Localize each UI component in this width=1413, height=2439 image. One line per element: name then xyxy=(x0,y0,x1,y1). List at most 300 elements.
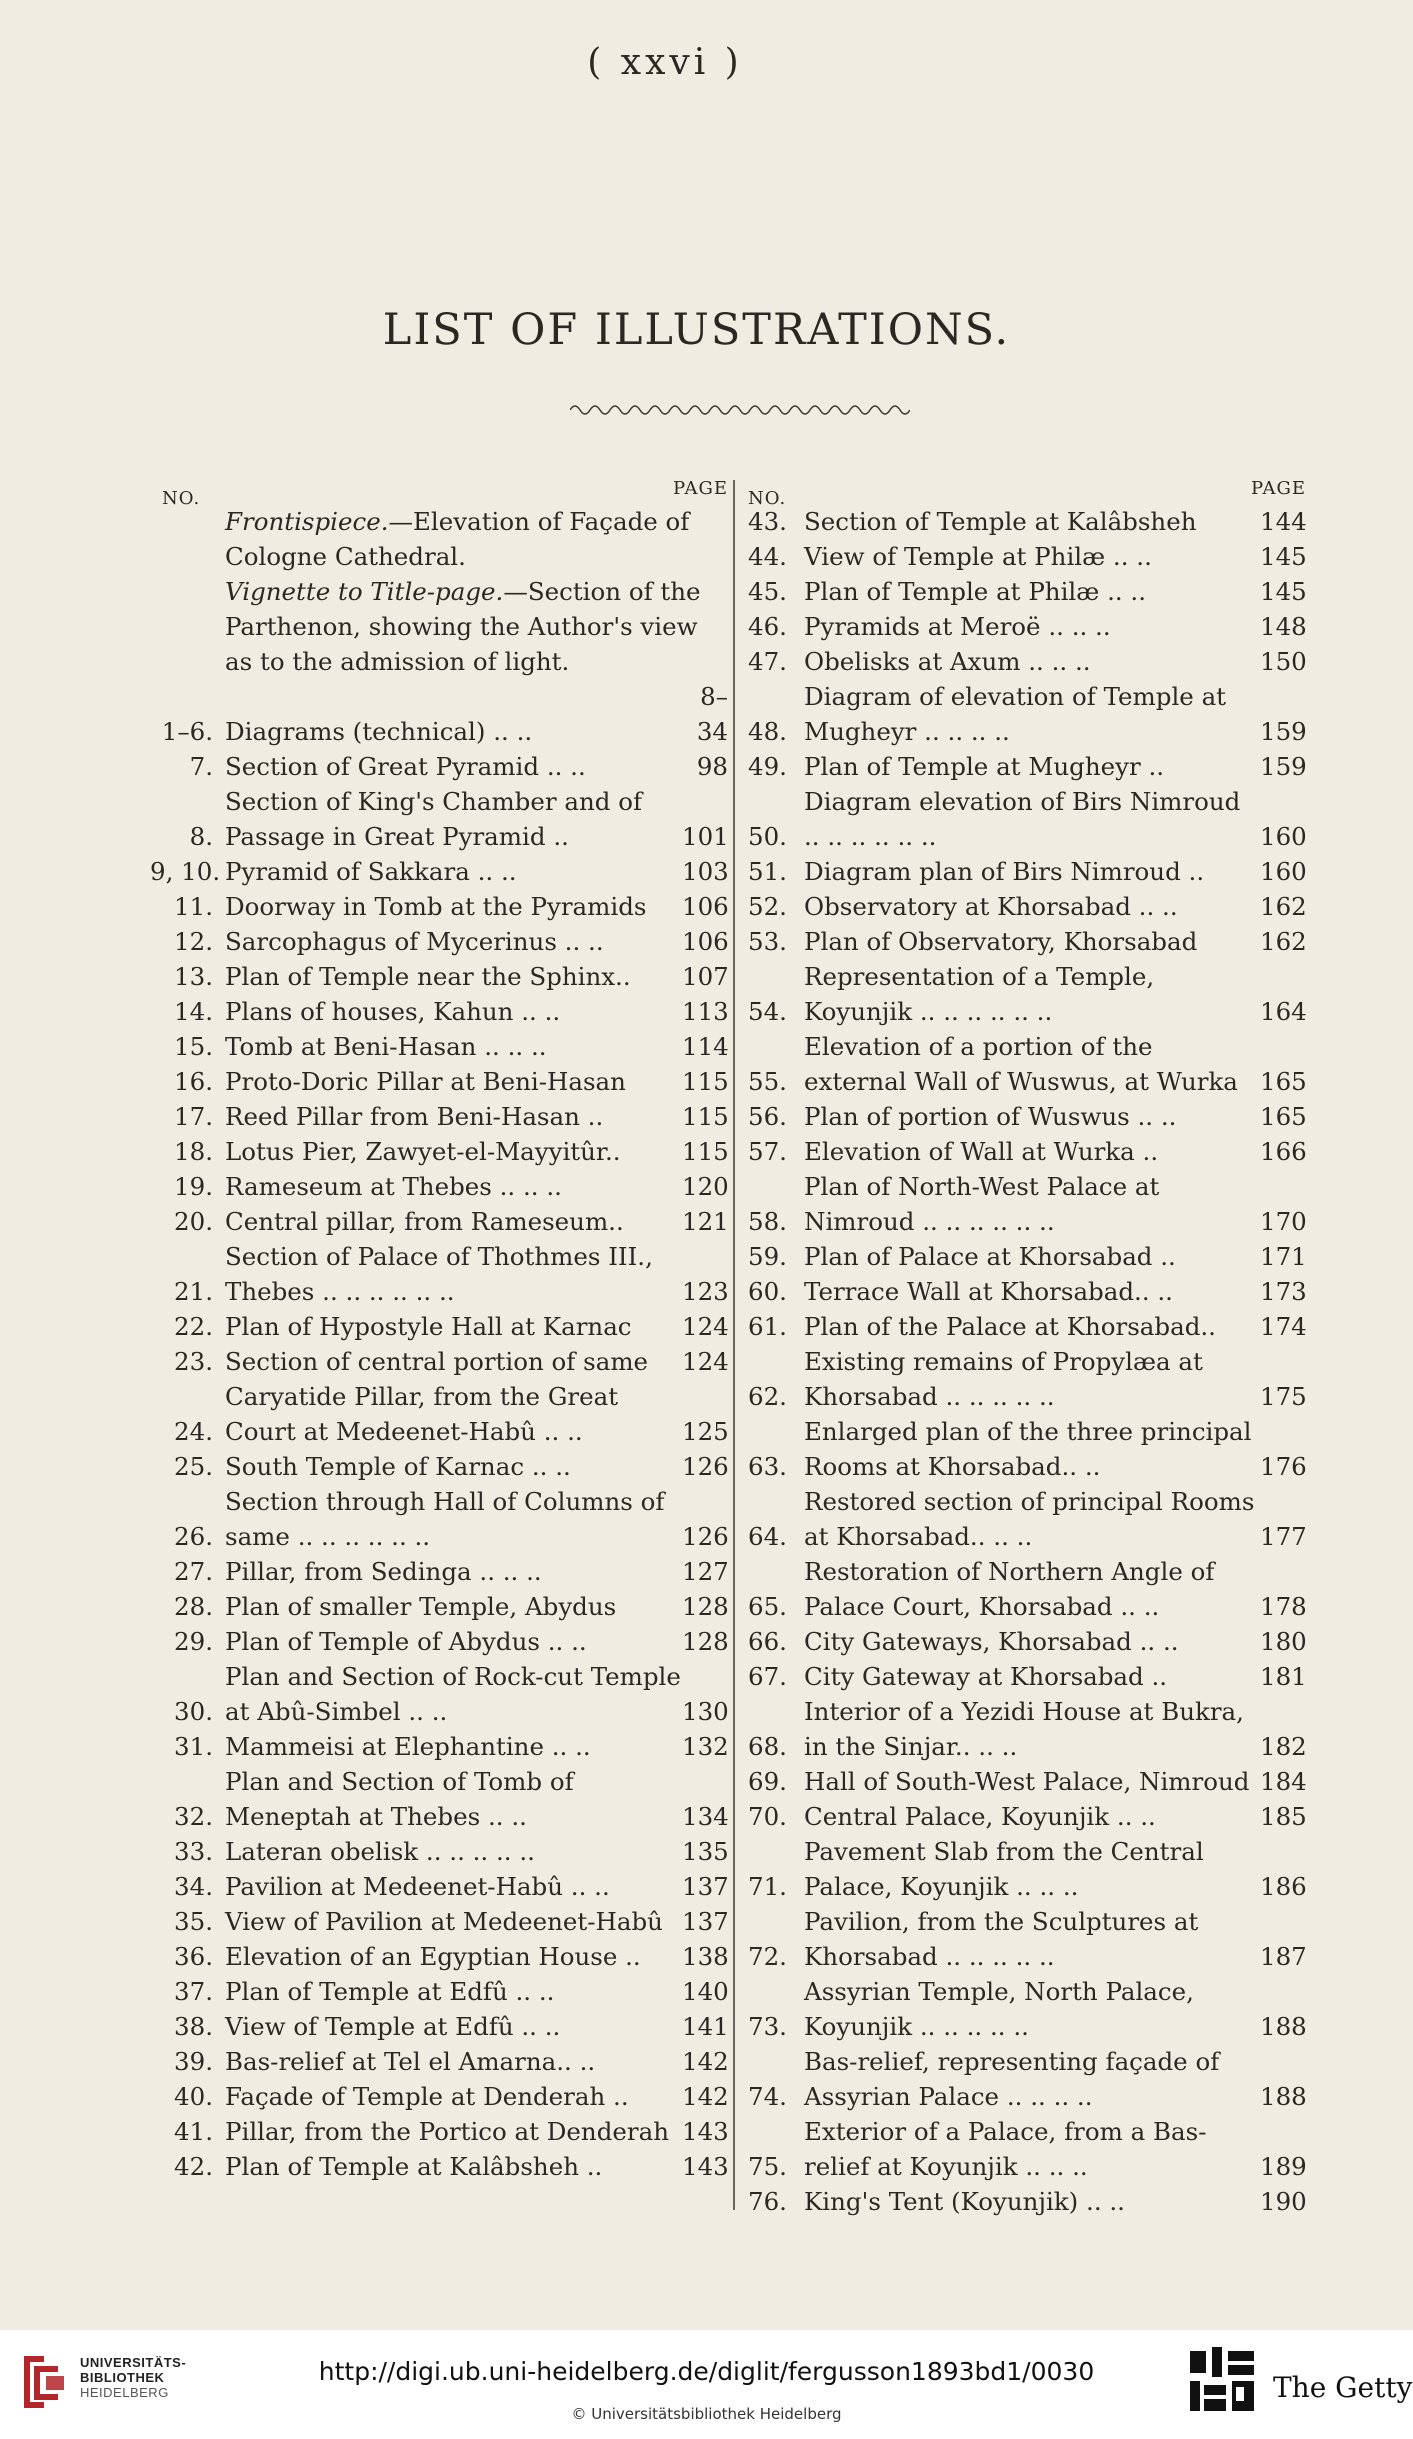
entry-number: 56. xyxy=(748,1102,787,1131)
entry-text xyxy=(225,504,728,574)
entry-number: 25. xyxy=(174,1452,213,1481)
entry-page: 181 xyxy=(1260,1662,1307,1691)
entry-text: View of Temple at Edfû .. .. xyxy=(225,2012,561,2041)
list-item xyxy=(748,1904,1306,1974)
entry-page: 189 xyxy=(1260,2152,1307,2181)
entry-page: 126 xyxy=(682,1522,729,1551)
entry-text: Plan of Temple of Abydus .. .. xyxy=(225,1627,587,1656)
list-item xyxy=(150,1589,728,1624)
list-item xyxy=(150,2079,728,2114)
entry-text: Enlarged plan of the three principal Rooms at Khorsabad.. .. xyxy=(804,1417,1252,1481)
list-item xyxy=(150,1974,728,2009)
list-item xyxy=(748,1029,1306,1099)
entry-text: Pillar, from the Portico at Denderah xyxy=(225,2117,669,2146)
entry-page: 141 xyxy=(682,2012,729,2041)
entry-page: 125 xyxy=(682,1417,729,1446)
list-item xyxy=(150,1729,728,1764)
entry-number: 46. xyxy=(748,612,787,641)
entry-text: Assyrian Temple, North Palace, Koyunjik .. .. .. .. .. xyxy=(804,1977,1194,2041)
entry-text: Plan and Section of Tomb of Meneptah at Thebes .. .. xyxy=(225,1767,574,1831)
list-item xyxy=(150,1169,728,1204)
entry-number: 20. xyxy=(174,1207,213,1236)
entry-text: Plans of houses, Kahun .. .. xyxy=(225,997,561,1026)
entry-text: View of Pavilion at Medeenet-Habû xyxy=(225,1907,663,1936)
entry-number: 7. xyxy=(189,752,213,781)
entry-page: 171 xyxy=(1260,1242,1307,1271)
entry-number: 58. xyxy=(748,1207,787,1236)
entry-page: 165 xyxy=(1260,1067,1307,1096)
list-item xyxy=(748,1274,1306,1309)
entry-number: 48. xyxy=(748,717,787,746)
list-item xyxy=(150,1379,728,1449)
entry-text: Rameseum at Thebes .. .. .. xyxy=(225,1172,562,1201)
entry-page: 145 xyxy=(1260,542,1307,571)
entry-text: Terrace Wall at Khorsabad.. .. xyxy=(804,1277,1173,1306)
entry-number: 37. xyxy=(174,1977,213,2006)
no-label: NO. xyxy=(162,488,201,509)
list-item xyxy=(748,2044,1306,2114)
entry-text: Existing remains of Propylæa at Khorsabad .. .. .. .. .. xyxy=(804,1347,1203,1411)
entry-rest: —Elevation of Façade of Cologne Cathedral. xyxy=(225,507,690,571)
entry-number: 47. xyxy=(748,647,787,676)
list-item xyxy=(150,679,728,749)
entry-number: 34. xyxy=(174,1872,213,1901)
entry-page: 132 xyxy=(682,1732,729,1761)
entry-text: Elevation of Wall at Wurka .. xyxy=(804,1137,1159,1166)
list-item xyxy=(150,994,728,1029)
entry-text: Plan of Temple at Edfû .. .. xyxy=(225,1977,555,2006)
page-title: LIST OF ILLUSTRATIONS. xyxy=(382,305,1011,355)
list-item xyxy=(748,1239,1306,1274)
list-item xyxy=(150,1029,728,1064)
entry-text: Plan of North-West Palace at Nimroud .. .. .. .. .. .. xyxy=(804,1172,1160,1236)
list-item xyxy=(748,1624,1306,1659)
entry-page: 134 xyxy=(682,1802,729,1831)
entry-text: Representation of a Temple, Koyunjik .. .. .. .. .. .. xyxy=(804,962,1155,1026)
page-number: ( xxvi ) xyxy=(587,42,743,83)
entry-text: King's Tent (Koyunjik) .. .. xyxy=(804,2187,1125,2216)
entry-text: Exterior of a Palace, from a Bas-relief at Koyunjik .. .. .. xyxy=(804,2117,1207,2181)
entry-number: 63. xyxy=(748,1452,787,1481)
entry-number: 35. xyxy=(174,1907,213,1936)
list-item xyxy=(748,1764,1306,1799)
entry-number: 76. xyxy=(748,2187,787,2216)
entry-page: 160 xyxy=(1260,822,1307,851)
entry-text: Plan of Temple at Philæ .. .. xyxy=(804,577,1147,606)
entry-text: Pavilion at Medeenet-Habû .. .. xyxy=(225,1872,610,1901)
entry-number: 65. xyxy=(748,1592,787,1621)
entry-number: 67. xyxy=(748,1662,787,1691)
entry-page: 188 xyxy=(1260,2012,1307,2041)
entry-text: Plan of Temple at Kalâbsheh .. xyxy=(225,2152,603,2181)
page-label: PAGE xyxy=(1251,478,1306,499)
entry-page: 115 xyxy=(682,1102,729,1131)
entry-number: 29. xyxy=(174,1627,213,1656)
column-header xyxy=(748,478,1306,509)
list-item xyxy=(748,1484,1306,1554)
list-item xyxy=(748,854,1306,889)
entry-text: Bas-relief, representing façade of Assyrian Palace .. .. .. .. xyxy=(804,2047,1220,2111)
entry-number: 54. xyxy=(748,997,787,1026)
entry-rest: —Section of the Parthenon, showing the Author's view as to the admission of light. xyxy=(225,577,701,676)
list-item xyxy=(150,924,728,959)
entry-page: 180 xyxy=(1260,1627,1307,1656)
list-item xyxy=(150,1939,728,1974)
list-item xyxy=(748,959,1306,1029)
library-line-3: HEIDELBERG xyxy=(80,2385,169,2400)
list-item xyxy=(150,749,728,784)
list-item xyxy=(150,1309,728,1344)
entry-page: 188 xyxy=(1260,2082,1307,2111)
getty-logo-icon xyxy=(1186,2345,1262,2419)
entry-page: 115 xyxy=(682,1137,729,1166)
list-item xyxy=(748,1834,1306,1904)
entry-text: Restored section of principal Rooms at Khorsabad.. .. .. xyxy=(804,1487,1255,1551)
entry-page: 185 xyxy=(1260,1802,1307,1831)
list-item xyxy=(748,1134,1306,1169)
list-item xyxy=(150,1904,728,1939)
entry-text: Mammeisi at Elephantine .. .. xyxy=(225,1732,591,1761)
entry-text: Reed Pillar from Beni-Hasan .. xyxy=(225,1102,604,1131)
list-item xyxy=(150,2044,728,2079)
entry-page: 106 xyxy=(682,892,729,921)
entry-page: 128 xyxy=(682,1592,729,1621)
entry-page: 124 xyxy=(682,1312,729,1341)
entry-page: 182 xyxy=(1260,1732,1307,1761)
entry-text: Interior of a Yezidi House at Bukra, in the Sinjar.. .. .. xyxy=(804,1697,1244,1761)
entry-number: 75. xyxy=(748,2152,787,2181)
list-item xyxy=(150,2149,728,2184)
entry-text: Elevation of a portion of the external Wall of Wuswus, at Wurka xyxy=(804,1032,1238,1096)
entry-page: 166 xyxy=(1260,1137,1307,1166)
entry-page: 160 xyxy=(1260,857,1307,886)
list-item xyxy=(150,1624,728,1659)
entry-page: 137 xyxy=(682,1872,729,1901)
list-item xyxy=(748,749,1306,784)
entry-text: City Gateways, Khorsabad .. .. xyxy=(804,1627,1179,1656)
entry-number: 33. xyxy=(174,1837,213,1866)
entry-page: 162 xyxy=(1260,892,1307,921)
entry-number: 13. xyxy=(174,962,213,991)
list-item xyxy=(150,1239,728,1309)
list-item xyxy=(150,1204,728,1239)
right-column xyxy=(748,478,1306,2219)
entry-number: 45. xyxy=(748,577,787,606)
entry-text: Tomb at Beni-Hasan .. .. .. xyxy=(225,1032,547,1061)
entry-number: 61. xyxy=(748,1312,787,1341)
entry-number: 41. xyxy=(174,2117,213,2146)
entry-number: 1–6. xyxy=(161,717,213,746)
list-item xyxy=(748,574,1306,609)
entry-page: 148 xyxy=(1260,612,1307,641)
entry-number: 70. xyxy=(748,1802,787,1831)
entry-page: 159 xyxy=(1260,752,1307,781)
entry-text: Pyramid of Sakkara .. .. xyxy=(225,857,517,886)
entry-page: 103 xyxy=(682,857,729,886)
list-item xyxy=(150,2009,728,2044)
entry-number: 39. xyxy=(174,2047,213,2076)
entry-page: 177 xyxy=(1260,1522,1307,1551)
copyright-text: © Universitätsbibliothek Heidelberg xyxy=(571,2405,842,2423)
entry-text: Plan of Temple at Mugheyr .. xyxy=(804,752,1165,781)
entry-number: 11. xyxy=(174,892,213,921)
entry-page: 138 xyxy=(682,1942,729,1971)
entry-number: 31. xyxy=(174,1732,213,1761)
entry-page: 145 xyxy=(1260,577,1307,606)
entry-number: 18. xyxy=(174,1137,213,1166)
list-item xyxy=(150,1869,728,1904)
list-item xyxy=(150,1659,728,1729)
entry-number: 68. xyxy=(748,1732,787,1761)
entry-number: 66. xyxy=(748,1627,787,1656)
library-line-2: BIBLIOTHEK xyxy=(80,2370,165,2385)
entry-number: 59. xyxy=(748,1242,787,1271)
entry-number: 27. xyxy=(174,1557,213,1586)
entry-text: Section of Temple at Kalâbsheh xyxy=(804,507,1197,536)
entry-page: 143 xyxy=(682,2117,729,2146)
entry-number: 9, 10. xyxy=(150,857,221,886)
entry-number: 50. xyxy=(748,822,787,851)
entry-number: 73. xyxy=(748,2012,787,2041)
entry-number: 40. xyxy=(174,2082,213,2111)
entry-page: 114 xyxy=(682,1032,729,1061)
entry-text: Central Palace, Koyunjik .. .. xyxy=(804,1802,1156,1831)
list-item xyxy=(150,784,728,854)
entry-page: 137 xyxy=(682,1907,729,1936)
entry-number: 57. xyxy=(748,1137,787,1166)
list-item xyxy=(150,1834,728,1869)
entry-text: Pillar, from Sedinga .. .. .. xyxy=(225,1557,542,1586)
entry-text: Pyramids at Meroë .. .. .. xyxy=(804,612,1111,641)
entry-text: Section of central portion of same xyxy=(225,1347,649,1376)
left-column xyxy=(150,478,728,2184)
list-item xyxy=(748,1974,1306,2044)
entry-page: 107 xyxy=(682,962,729,991)
entry-page: 178 xyxy=(1260,1592,1307,1621)
entry-page: 165 xyxy=(1260,1102,1307,1131)
entry-number: 44. xyxy=(748,542,787,571)
entry-number: 51. xyxy=(748,857,787,886)
entry-number: 15. xyxy=(174,1032,213,1061)
entry-page: 126 xyxy=(682,1452,729,1481)
entry-page: 123 xyxy=(682,1277,729,1306)
entry-page: 135 xyxy=(682,1837,729,1866)
entry-text: Central pillar, from Rameseum.. xyxy=(225,1207,624,1236)
entry-number: 30. xyxy=(174,1697,213,1726)
entry-page: 142 xyxy=(682,2082,729,2111)
entry-page: 184 xyxy=(1260,1767,1307,1796)
column-header xyxy=(150,478,728,509)
entry-text: Diagram elevation of Birs Nimroud .. .. .. .. .. .. xyxy=(804,787,1241,851)
entry-text: Plan of Hypostyle Hall at Karnac xyxy=(225,1312,632,1341)
list-item xyxy=(150,1764,728,1834)
entry-page: 162 xyxy=(1260,927,1307,956)
entry-page: 106 xyxy=(682,927,729,956)
entry-page: 101 xyxy=(682,822,729,851)
page-label: PAGE xyxy=(673,478,728,499)
entry-text: Pavement Slab from the Central Palace, Koyunjik .. .. .. xyxy=(804,1837,1204,1901)
entry-page: 144 xyxy=(1260,507,1307,536)
entry-text: Sarcophagus of Mycerinus .. .. xyxy=(225,927,604,956)
entry-page: 128 xyxy=(682,1627,729,1656)
entry-number: 64. xyxy=(748,1522,787,1551)
entry-number: 17. xyxy=(174,1102,213,1131)
entry-text: South Temple of Karnac .. .. xyxy=(225,1452,571,1481)
entry-number: 52. xyxy=(748,892,787,921)
entry-number: 62. xyxy=(748,1382,787,1411)
entry-page: 173 xyxy=(1260,1277,1307,1306)
entry-text: Diagrams (technical) .. .. xyxy=(225,717,533,746)
entry-page: 115 xyxy=(682,1067,729,1096)
entry-text: Section of Great Pyramid .. .. xyxy=(225,752,586,781)
list-item xyxy=(748,2114,1306,2184)
entry-text: Plan of the Palace at Khorsabad.. xyxy=(804,1312,1216,1341)
entry-page: 98 xyxy=(696,752,728,781)
entry-italic-prefix: Frontispiece. xyxy=(225,507,389,536)
entry-text xyxy=(225,574,728,679)
entry-text: Plan of Observatory, Khorsabad xyxy=(804,927,1198,956)
list-item xyxy=(150,2114,728,2149)
entry-page: 8–34 xyxy=(696,682,728,746)
entry-text: Bas-relief at Tel el Amarna.. .. xyxy=(225,2047,596,2076)
entry-number: 49. xyxy=(748,752,787,781)
entry-text: Obelisks at Axum .. .. .. xyxy=(804,647,1091,676)
entry-text: Observatory at Khorsabad .. .. xyxy=(804,892,1178,921)
entry-text: Hall of South-West Palace, Nimroud xyxy=(804,1767,1250,1796)
entry-text: Restoration of Northern Angle of Palace Court, Khorsabad .. .. xyxy=(804,1557,1215,1621)
entry-page: 175 xyxy=(1260,1382,1307,1411)
entry-number: 26. xyxy=(174,1522,213,1551)
entry-number: 24. xyxy=(174,1417,213,1446)
entry-number: 14. xyxy=(174,997,213,1026)
entry-page: 164 xyxy=(1260,997,1307,1026)
entry-page: 176 xyxy=(1260,1452,1307,1481)
entry-text: Façade of Temple at Denderah .. xyxy=(225,2082,629,2111)
entry-text: Plan and Section of Rock-cut Temple at Abû-Simbel .. .. xyxy=(225,1662,681,1726)
list-item xyxy=(748,1659,1306,1694)
entry-number: 19. xyxy=(174,1172,213,1201)
entry-text: Section of Palace of Thothmes III., Thebes .. .. .. .. .. .. xyxy=(225,1242,653,1306)
source-url-link[interactable]: http://digi.ub.uni-heidelberg.de/diglit/fergusson1893bd1/0030 xyxy=(318,2357,1095,2386)
list-item xyxy=(150,1344,728,1379)
entry-page: 170 xyxy=(1260,1207,1307,1236)
list-item xyxy=(748,609,1306,644)
list-item xyxy=(748,1099,1306,1134)
entry-page: 187 xyxy=(1260,1942,1307,1971)
list-item xyxy=(748,1694,1306,1764)
list-item xyxy=(150,959,728,994)
entry-page: 113 xyxy=(682,997,729,1026)
entry-page: 120 xyxy=(682,1172,729,1201)
entry-page: 124 xyxy=(682,1347,729,1376)
list-item xyxy=(748,1169,1306,1239)
entry-page: 121 xyxy=(682,1207,729,1236)
list-item xyxy=(150,1064,728,1099)
list-item xyxy=(748,1344,1306,1414)
library-line-1: UNIVERSITÄTS- xyxy=(80,2355,187,2370)
entry-text: Plan of smaller Temple, Abydus xyxy=(225,1592,617,1621)
entry-text: View of Temple at Philæ .. .. xyxy=(804,542,1152,571)
entry-text: Proto-Doric Pillar at Beni-Hasan xyxy=(225,1067,626,1096)
no-label: NO. xyxy=(748,488,787,509)
wavy-rule-ornament xyxy=(570,398,910,418)
entry-text: Diagram plan of Birs Nimroud .. xyxy=(804,857,1205,886)
list-item xyxy=(748,644,1306,679)
entry-number: 38. xyxy=(174,2012,213,2041)
list-item xyxy=(748,679,1306,749)
entry-number: 23. xyxy=(174,1347,213,1376)
entry-number: 42. xyxy=(174,2152,213,2181)
entry-number: 8. xyxy=(189,822,213,851)
entry-number: 53. xyxy=(748,927,787,956)
entry-text: Lateran obelisk .. .. .. .. .. xyxy=(225,1837,535,1866)
entry-text: Plan of portion of Wuswus .. .. xyxy=(804,1102,1177,1131)
entry-page: 130 xyxy=(682,1697,729,1726)
list-item xyxy=(150,1484,728,1554)
entry-text: Plan of Temple near the Sphinx.. xyxy=(225,962,631,991)
entry-number: 28. xyxy=(174,1592,213,1621)
entry-page: 174 xyxy=(1260,1312,1307,1341)
list-item xyxy=(748,539,1306,574)
entry-page: 150 xyxy=(1260,647,1307,676)
list-item xyxy=(150,504,728,574)
list-item xyxy=(748,1799,1306,1834)
entry-text: Diagram of elevation of Temple at Mugheyr .. .. .. .. xyxy=(804,682,1227,746)
entry-number: 21. xyxy=(174,1277,213,1306)
entry-number: 12. xyxy=(174,927,213,956)
list-item xyxy=(748,889,1306,924)
entry-text: Elevation of an Egyptian House .. xyxy=(225,1942,641,1971)
list-item xyxy=(150,1134,728,1169)
entry-number: 72. xyxy=(748,1942,787,1971)
list-item xyxy=(748,1309,1306,1344)
entry-text: Section through Hall of Columns of same .. .. .. .. .. .. xyxy=(225,1487,665,1551)
entries-list xyxy=(150,504,728,2184)
entry-number: 32. xyxy=(174,1802,213,1831)
entry-number: 55. xyxy=(748,1067,787,1096)
entry-number: 71. xyxy=(748,1872,787,1901)
list-item xyxy=(748,924,1306,959)
list-item xyxy=(150,1099,728,1134)
list-item xyxy=(150,1449,728,1484)
entry-page: 186 xyxy=(1260,1872,1307,1901)
entry-page: 127 xyxy=(682,1557,729,1586)
entry-page: 143 xyxy=(682,2152,729,2181)
entry-page: 142 xyxy=(682,2047,729,2076)
entry-number: 74. xyxy=(748,2082,787,2111)
entry-number: 69. xyxy=(748,1767,787,1796)
entry-page: 159 xyxy=(1260,717,1307,746)
entry-text: Section of King's Chamber and of Passage in Great Pyramid .. xyxy=(225,787,643,851)
column-divider xyxy=(733,480,735,2210)
entry-number: 60. xyxy=(748,1277,787,1306)
list-item xyxy=(150,889,728,924)
partner-name: The Getty xyxy=(1273,2371,1413,2404)
entries-list xyxy=(748,504,1306,2219)
entry-number: 43. xyxy=(748,507,787,536)
list-item xyxy=(748,1554,1306,1624)
entry-page: 140 xyxy=(682,1977,729,2006)
list-item xyxy=(748,1414,1306,1484)
entry-text: Pavilion, from the Sculptures at Khorsabad .. .. .. .. .. xyxy=(804,1907,1199,1971)
entry-number: 16. xyxy=(174,1067,213,1096)
entry-number: 36. xyxy=(174,1942,213,1971)
list-item xyxy=(150,854,728,889)
entry-italic-prefix: Vignette to Title-page. xyxy=(225,577,504,606)
entry-page: 190 xyxy=(1260,2187,1307,2216)
list-item xyxy=(150,1554,728,1589)
list-item xyxy=(748,2184,1306,2219)
